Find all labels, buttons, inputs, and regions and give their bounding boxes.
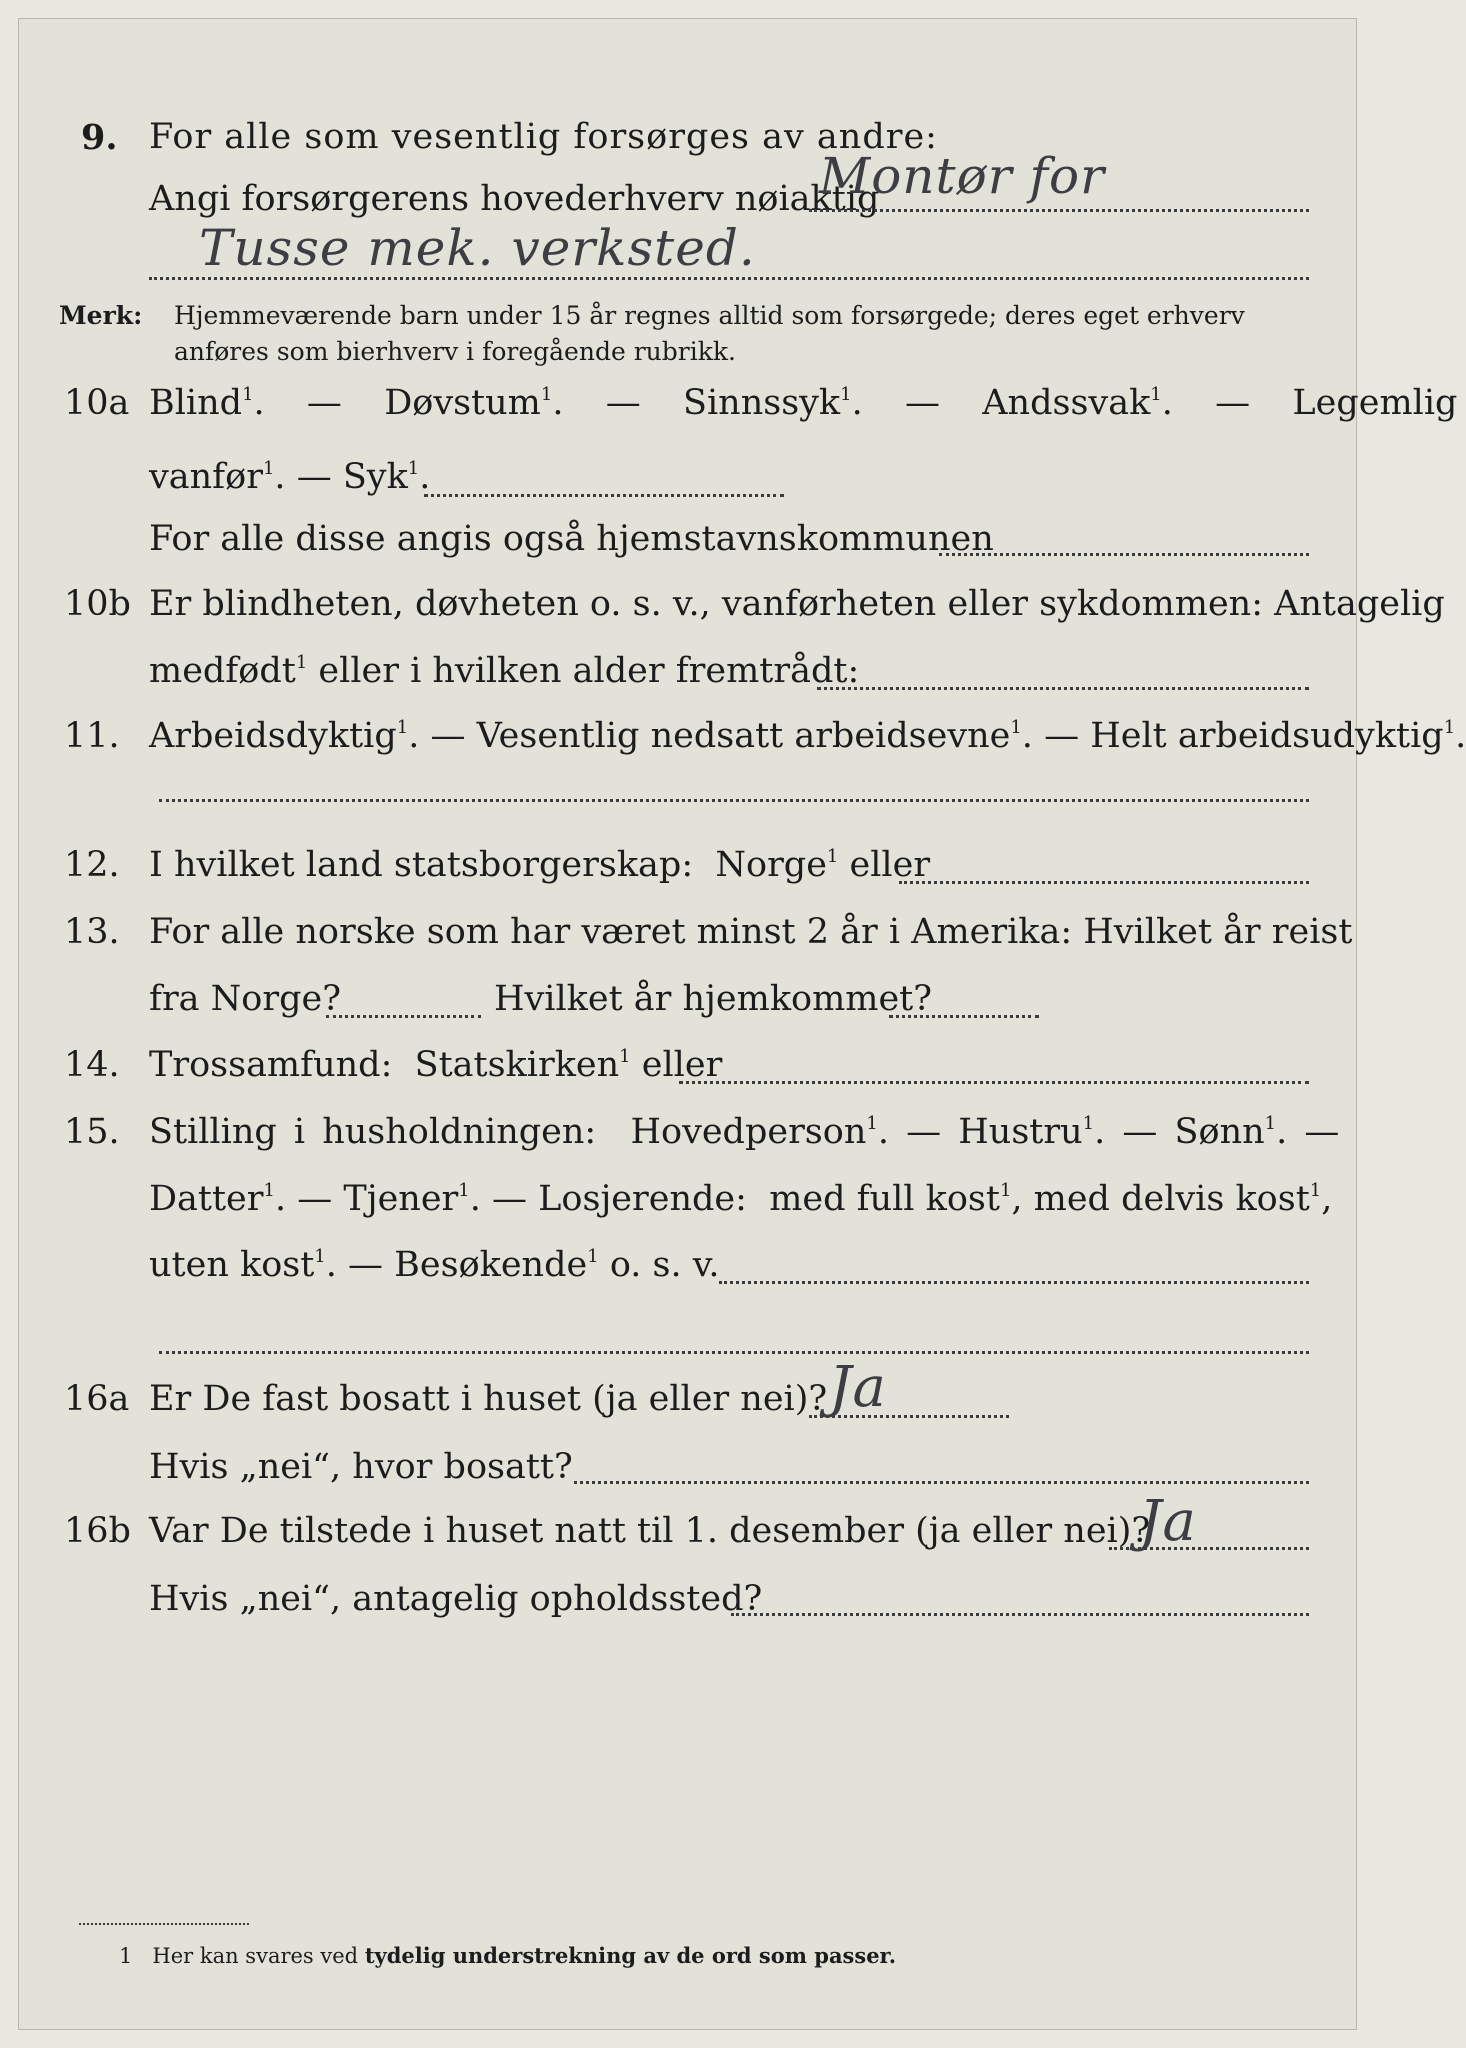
merk-line1: Hjemmeværende barn under 15 år regnes alltid som forsørgede; deres eget erhverv (174, 301, 1245, 330)
q12-fill-line[interactable] (899, 881, 1309, 884)
q16b-handwritten: Ja (1139, 1489, 1197, 1554)
q16a-handwritten: Ja (829, 1355, 887, 1420)
q13-fra: fra Norge? (149, 979, 341, 1019)
q10a-line3: For alle disse angis også hjemstavnskommunen (149, 519, 994, 559)
q16b-line2: Hvis „nei“, antagelig opholdssted? (149, 1579, 763, 1619)
q16b-line1: Var De tilstede i huset natt til 1. desember (ja eller nei)? (149, 1511, 1151, 1551)
q16a-line2: Hvis „nei“, hvor bosatt? (149, 1447, 573, 1487)
q16a-line1: Er De fast bosatt i huset (ja eller nei)? (149, 1379, 828, 1419)
q15-fill-line-1[interactable] (719, 1281, 1309, 1284)
q9-line2: Angi forsørgerens hovederhverv nøiaktig (149, 179, 880, 219)
q16a-fill-line-2[interactable] (574, 1481, 1309, 1484)
q15-line2: Datter$^1$. — Tjener$^1$. — Losjerende: med full kost$^1$, med delvis kost$^1$, (149, 1179, 1333, 1219)
q16a-number: 16a (64, 1379, 130, 1419)
q11-line1: Arbeidsdyktig$^1$. — Vesentlig nedsatt arbeidsevne$^1$. — Helt arbeidsudyktig$^1$. (149, 716, 1466, 756)
merk-line2: anføres som bierhverv i foregående rubrikk. (174, 337, 736, 366)
q13-number: 13. (64, 912, 120, 952)
q13-fill-line-2[interactable] (889, 1015, 1039, 1018)
q10b-number: 10b (64, 584, 131, 624)
q13-hjem: Hvilket år hjemkommet? (494, 979, 933, 1019)
q9-fill-line-2[interactable] (149, 277, 1309, 280)
q10b-line1: Er blindheten, døvheten o. s. v., vanførheten eller sykdommen: Antagelig (149, 584, 1445, 624)
q10b-fill-line[interactable] (817, 687, 1309, 690)
q9-number: 9. (81, 117, 118, 158)
q14-fill-line[interactable] (679, 1081, 1309, 1084)
q13-fill-line-1[interactable] (326, 1015, 481, 1018)
footnote-rule (79, 1923, 249, 1925)
q16b-number: 16b (64, 1511, 131, 1551)
census-form-page (18, 18, 1466, 2030)
q14-number: 14. (64, 1045, 120, 1085)
q10a-fill-line-1[interactable] (424, 494, 784, 497)
merk-label: Merk: (59, 301, 143, 330)
q15-fill-line-2[interactable] (159, 1351, 1309, 1354)
q14-line: Trossamfund: Statskirken$^1$ eller (149, 1045, 723, 1085)
q15-line1: Stilling i husholdningen: Hovedperson$^1$. — Hustru$^1$. — Sønn$^1$. — (149, 1112, 1340, 1152)
q9-fill-line-1[interactable] (809, 209, 1309, 212)
footnote: 1 Her kan svares ved tydelig understrekning av de ord som passer. (119, 1943, 897, 1968)
q12-line: I hvilket land statsborgerskap: Norge$^1$ eller (149, 845, 931, 885)
q16b-fill-line-2[interactable] (731, 1613, 1309, 1616)
q9-line1: For alle som vesentlig forsørges av andre: (149, 117, 938, 157)
q15-line3: uten kost$^1$. — Besøkende$^1$ o. s. v. (149, 1245, 720, 1285)
q9-handwritten-2: Tusse mek. verksted. (199, 219, 756, 277)
q15-number: 15. (64, 1112, 120, 1152)
q10a-fill-line-2[interactable] (939, 553, 1309, 556)
q11-number: 11. (64, 716, 120, 756)
q10a-line1: Blind$^1$. — Døvstum$^1$. — Sinnssyk$^1$. — Andssvak$^1$. — Legemlig (149, 383, 1458, 423)
q10a-line2: vanfør$^1$. — Syk$^1$. (149, 457, 431, 497)
q10a-number: 10a (64, 383, 130, 423)
q9-handwritten-1: Montør for (819, 147, 1106, 205)
q13-line1: For alle norske som har været minst 2 år i Amerika: Hvilket år reist (149, 912, 1353, 952)
q12-number: 12. (64, 845, 120, 885)
q11-fill-line[interactable] (159, 799, 1309, 802)
q10b-line2: medfødt$^1$ eller i hvilken alder fremtrådt: (149, 651, 860, 691)
